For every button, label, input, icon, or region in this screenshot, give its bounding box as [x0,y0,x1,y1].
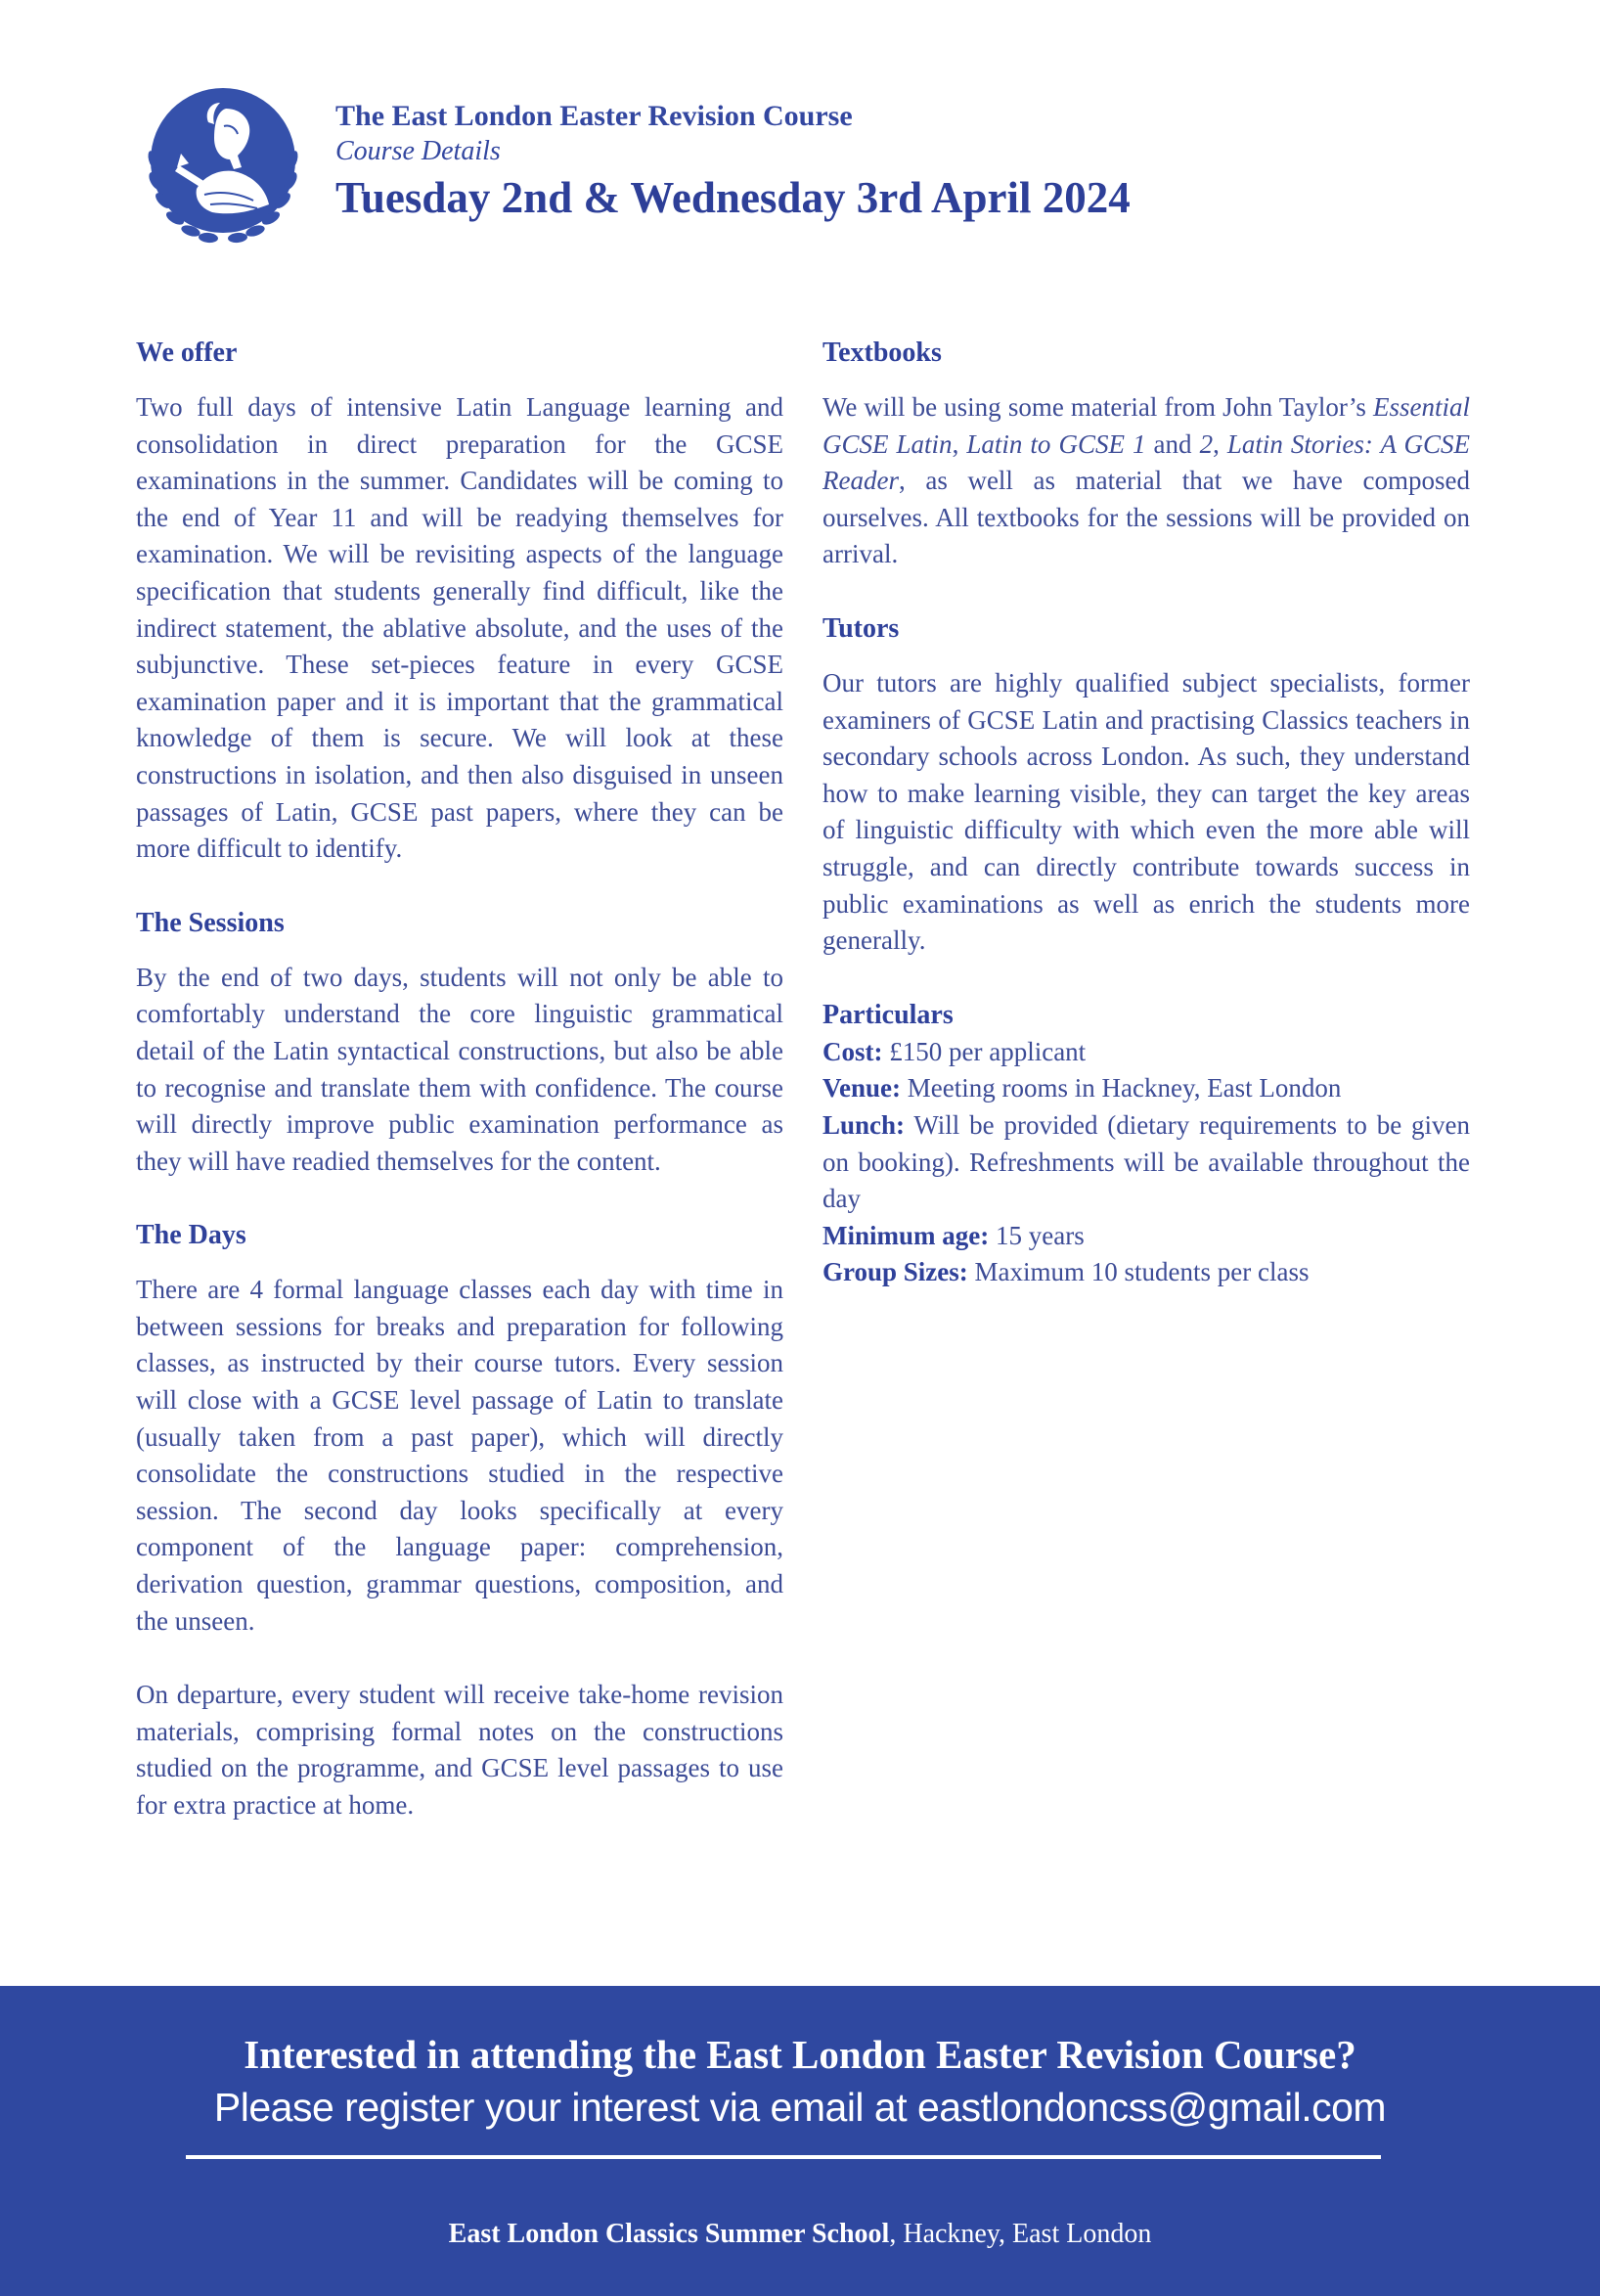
days-heading: The Days [136,1220,246,1251]
course-dates: Tuesday 2nd & Wednesday 3rd April 2024 [335,173,1131,222]
book-title: Latin Stories: A GCSE Reader [822,428,1471,496]
book-title: Essential GCSE Latin [822,392,1470,459]
particular-lunch: Lunch: Will be provided (dietary requirements to be given on booking). Refreshments will be available throughout the day [822,1109,1470,1214]
registration-banner [0,1986,1600,2296]
particulars-heading: Particulars [822,999,954,1030]
course-details-label: Course Details [335,136,501,166]
we-offer-text: Two full days of intensive Latin Language learning and consolidation in direct preparation for the GCSE examinations in the summer. Candidates will be coming to the end of Year 11 and will be readying themselves for examination. We will be revisiting aspects of the language specification that students generally find difficult, like the indirect statement, the ablative absolute, and the uses of the subjunctive. These set-pieces feature in every GCSE examination paper and it is important that the grammatical knowledge of them is secure. We will look at these constructions in isolation, and then also disguised in unseen passages of Latin, GCSE past papers, where they can be more difficult to identify. [136,392,783,864]
banner-title: Interested in attending the East London Easter Revision Course? [244,2032,1356,2077]
book-title: 2 [1199,428,1214,459]
particular-venue: Venue: Meeting rooms in Hackney, East London [822,1073,1342,1103]
left-column [136,335,783,1824]
register-interest-email[interactable]: Please register your interest via email at eastlondoncss@gmail.com [213,2085,1387,2130]
book-title: Latin to GCSE 1 [966,428,1146,459]
textbooks-heading: Textbooks [822,338,942,368]
header [335,98,1131,225]
right-column [822,335,1470,1291]
departure-text: On departure, every student will receive take-home revision materials, comprising formal notes on the constructions studied on the programme, and GCSE level passages to use for extra practice at home. [136,1680,783,1820]
we-offer-heading: We offer [136,338,238,368]
banner-divider [186,2155,1381,2159]
textbooks-text: We will be using some material from John Taylor’s Essential GCSE Latin, Latin to GCSE 1 and 2, Latin Stories: A GCSE Reader, as well as material that we have composed ourselves. All textbooks for the sessions will be provided on arrival. [822,392,1471,569]
days-text: There are 4 formal language classes each day with time in between sessions for breaks and preparation for following classes, as instructed by their course tutors. Every session will close with a GCSE level passage of Latin to translate (usually taken from a past paper), which will directly consolidate the constructions studied in the respective session. The second day looks specifically at every component of the language paper: comprehension, derivation question, grammar questions, composition, and the unseen. [136,1275,783,1636]
tutors-text: Our tutors are highly qualified subject specialists, former examiners of GCSE Latin and practising Classics teachers in secondary schools across London. As such, they understand how to make learning visible, they can target the key areas of linguistic difficulty with which even the more able will struggle, and can directly contribute towards success in public examinations as well as enrich the students more generally. [822,667,1470,956]
particular-cost: Cost: £150 per applicant [822,1036,1087,1066]
particular-minimum-age: Minimum age: 15 years [822,1220,1085,1250]
banner-footer: East London Classics Summer School, Hackney, East London [448,2219,1152,2249]
sessions-text: By the end of two days, students will not only be able to comfortably understand the core linguistic grammatical detail of the Latin syntactical constructions, but also be able to recognise and translate them with confidence. The course will directly improve public examination performance as they will have readied themselves for the content. [136,962,783,1176]
sessions-heading: The Sessions [136,907,285,938]
course-title: The East London Easter Revision Course [335,100,853,132]
tutors-heading: Tutors [822,612,900,644]
classical-figure-laurel-emblem-icon [136,73,310,248]
particular-group-sizes: Group Sizes: Maximum 10 students per class [822,1257,1310,1287]
particulars-list [822,1034,1470,1291]
